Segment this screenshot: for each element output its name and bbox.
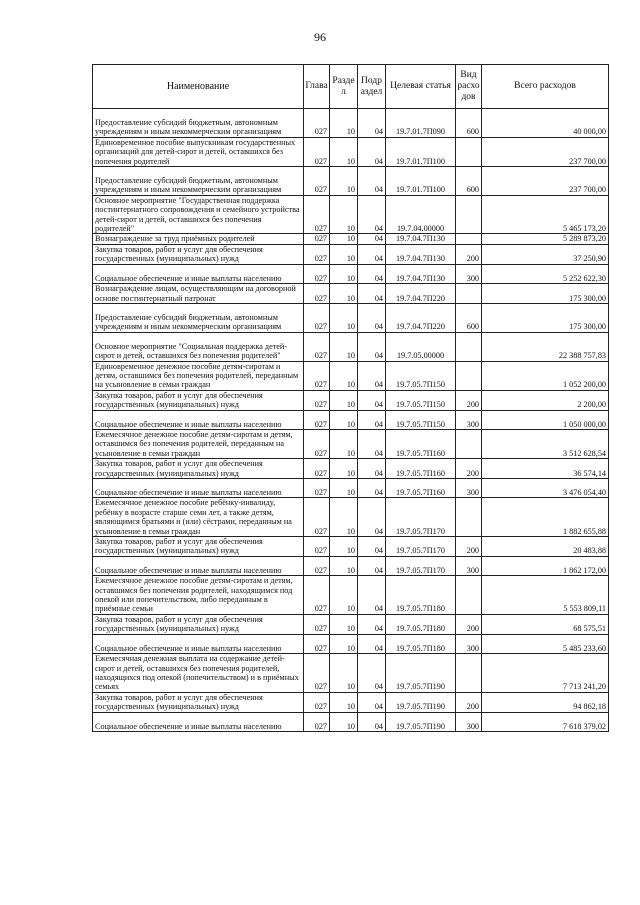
table-row bbox=[93, 137, 609, 166]
cell-target: 19.7.05.7П180 bbox=[386, 576, 456, 615]
cell-target: 19.7.05.7П190 bbox=[386, 692, 456, 712]
cell-type bbox=[456, 137, 482, 166]
cell-type bbox=[456, 576, 482, 615]
table-row bbox=[93, 537, 609, 557]
table-row bbox=[93, 410, 609, 429]
cell-name: Закупка товаров, работ и услуг для обеспечения государственных (муниципальных) нужд bbox=[93, 537, 304, 557]
table-row bbox=[93, 712, 609, 731]
cell-section: 10 bbox=[330, 195, 358, 234]
cell-section: 10 bbox=[330, 576, 358, 615]
cell-chapter: 027 bbox=[304, 332, 330, 361]
cell-type: 600 bbox=[456, 109, 482, 138]
cell-chapter: 027 bbox=[304, 410, 330, 429]
cell-section: 10 bbox=[330, 284, 358, 304]
cell-subsection: 04 bbox=[358, 284, 386, 304]
header-name: Наименование bbox=[93, 65, 304, 109]
cell-type: 200 bbox=[456, 537, 482, 557]
cell-section: 10 bbox=[330, 479, 358, 498]
table-row bbox=[93, 498, 609, 537]
cell-section: 10 bbox=[330, 556, 358, 575]
cell-type: 300 bbox=[456, 712, 482, 731]
cell-type: 300 bbox=[456, 556, 482, 575]
cell-type: 600 bbox=[456, 167, 482, 196]
cell-name: Социальное обеспечение и иные выплаты населению bbox=[93, 556, 304, 575]
cell-target: 19.7.05.7П150 bbox=[386, 410, 456, 429]
header-total: Всего расходов bbox=[482, 65, 609, 109]
cell-total: 175 300,00 bbox=[482, 303, 609, 332]
cell-section: 10 bbox=[330, 459, 358, 479]
cell-target: 19.7.01.7П090 bbox=[386, 109, 456, 138]
cell-name: Закупка товаров, работ и услуг для обеспечения государственных (муниципальных) нужд bbox=[93, 390, 304, 410]
cell-type: 300 bbox=[456, 410, 482, 429]
cell-subsection: 04 bbox=[358, 654, 386, 693]
table-row bbox=[93, 459, 609, 479]
cell-section: 10 bbox=[330, 109, 358, 138]
cell-subsection: 04 bbox=[358, 361, 386, 390]
cell-chapter: 027 bbox=[304, 479, 330, 498]
table-row bbox=[93, 361, 609, 390]
table-row bbox=[93, 303, 609, 332]
cell-target: 19.7.05.7П160 bbox=[386, 459, 456, 479]
cell-subsection: 04 bbox=[358, 692, 386, 712]
cell-section: 10 bbox=[330, 167, 358, 196]
cell-target: 19.7.04.7П130 bbox=[386, 264, 456, 283]
cell-target: 19.7.05.7П150 bbox=[386, 390, 456, 410]
cell-name: Предоставление субсидий бюджетным, автономным учреждениям и иным некоммерческим организациям bbox=[93, 303, 304, 332]
page-number: 96 bbox=[314, 30, 326, 44]
table-row bbox=[93, 167, 609, 196]
cell-chapter: 027 bbox=[304, 109, 330, 138]
cell-target: 19.7.05.7П150 bbox=[386, 361, 456, 390]
cell-target: 19.7.01.7П100 bbox=[386, 167, 456, 196]
cell-name: Ежемесячное денежное пособие детям-сиротам и детям, оставшимся без попечения родителей, находящимся под опекой или попечительством, либо переданным в приёмные семьи bbox=[93, 576, 304, 615]
cell-name: Единовременное пособие выпускникам государственных организаций для детей-сирот и детей, оставшихся без попечения родителей bbox=[93, 137, 304, 166]
table-row bbox=[93, 692, 609, 712]
cell-name: Единовременное денежное пособие детям-сиротам и детям, оставшимся без попечения родителей, переданным на усыновление в семьи граждан bbox=[93, 361, 304, 390]
cell-total: 7 713 241,20 bbox=[482, 654, 609, 693]
cell-total: 3 512 628,54 bbox=[482, 429, 609, 458]
cell-target: 19.7.05.7П190 bbox=[386, 654, 456, 693]
table-row bbox=[93, 634, 609, 653]
cell-total: 1 052 200,00 bbox=[482, 361, 609, 390]
cell-total: 1 882 655,88 bbox=[482, 498, 609, 537]
cell-total: 20 483,88 bbox=[482, 537, 609, 557]
cell-subsection: 04 bbox=[358, 195, 386, 234]
cell-name: Ежемесячная денежная выплата на содержание детей-сирот и детей, оставшихся без попечения родителей, находящихся под опекой (попечительством) и в приёмных семьях bbox=[93, 654, 304, 693]
cell-chapter: 027 bbox=[304, 284, 330, 304]
cell-subsection: 04 bbox=[358, 614, 386, 634]
cell-name: Социальное обеспечение и иные выплаты населению bbox=[93, 634, 304, 653]
cell-section: 10 bbox=[330, 498, 358, 537]
cell-chapter: 027 bbox=[304, 167, 330, 196]
cell-chapter: 027 bbox=[304, 234, 330, 244]
table-row bbox=[93, 429, 609, 458]
cell-section: 10 bbox=[330, 712, 358, 731]
cell-subsection: 04 bbox=[358, 234, 386, 244]
cell-chapter: 027 bbox=[304, 264, 330, 283]
cell-type: 200 bbox=[456, 614, 482, 634]
cell-chapter: 027 bbox=[304, 712, 330, 731]
table-row bbox=[93, 390, 609, 410]
header-type: Вид расхо дов bbox=[456, 65, 482, 109]
cell-section: 10 bbox=[330, 303, 358, 332]
cell-section: 10 bbox=[330, 137, 358, 166]
cell-chapter: 027 bbox=[304, 634, 330, 653]
cell-name: Социальное обеспечение и иные выплаты населению bbox=[93, 264, 304, 283]
cell-subsection: 04 bbox=[358, 459, 386, 479]
cell-subsection: 04 bbox=[358, 109, 386, 138]
cell-chapter: 027 bbox=[304, 498, 330, 537]
cell-subsection: 04 bbox=[358, 537, 386, 557]
header-row bbox=[93, 65, 609, 109]
cell-total: 1 862 172,00 bbox=[482, 556, 609, 575]
cell-name: Ежемесячное денежное пособие ребёнку-инвалиду, ребёнку в возрасте старше семи лет, а также детям, являющимся братьями и (или) сёстрами, переданным на усыновление в семьи граждан bbox=[93, 498, 304, 537]
cell-section: 10 bbox=[330, 264, 358, 283]
header-target: Целевая статья bbox=[386, 65, 456, 109]
header-subsection: Подр аздел bbox=[358, 65, 386, 109]
cell-name: Социальное обеспечение и иные выплаты населению bbox=[93, 712, 304, 731]
cell-total: 36 574,14 bbox=[482, 459, 609, 479]
cell-chapter: 027 bbox=[304, 195, 330, 234]
cell-subsection: 04 bbox=[358, 498, 386, 537]
cell-total: 3 476 054,40 bbox=[482, 479, 609, 498]
cell-total: 237 700,00 bbox=[482, 167, 609, 196]
cell-subsection: 04 bbox=[358, 264, 386, 283]
cell-section: 10 bbox=[330, 429, 358, 458]
cell-subsection: 04 bbox=[358, 332, 386, 361]
cell-subsection: 04 bbox=[358, 634, 386, 653]
cell-total: 5 465 173,20 bbox=[482, 195, 609, 234]
cell-chapter: 027 bbox=[304, 137, 330, 166]
cell-type bbox=[456, 429, 482, 458]
cell-target: 19.7.04.7П130 bbox=[386, 234, 456, 244]
cell-chapter: 027 bbox=[304, 556, 330, 575]
cell-total: 94 862,18 bbox=[482, 692, 609, 712]
cell-target: 19.7.05.7П160 bbox=[386, 479, 456, 498]
cell-target: 19.7.05.7П160 bbox=[386, 429, 456, 458]
cell-type: 200 bbox=[456, 459, 482, 479]
cell-total: 5 289 873,20 bbox=[482, 234, 609, 244]
cell-total: 37 250,90 bbox=[482, 244, 609, 264]
cell-total: 1 050 000,00 bbox=[482, 410, 609, 429]
cell-subsection: 04 bbox=[358, 410, 386, 429]
cell-section: 10 bbox=[330, 410, 358, 429]
cell-chapter: 027 bbox=[304, 429, 330, 458]
table-row bbox=[93, 479, 609, 498]
cell-chapter: 027 bbox=[304, 361, 330, 390]
cell-section: 10 bbox=[330, 332, 358, 361]
cell-type: 300 bbox=[456, 264, 482, 283]
cell-total: 237 700,00 bbox=[482, 137, 609, 166]
cell-chapter: 027 bbox=[304, 654, 330, 693]
cell-section: 10 bbox=[330, 654, 358, 693]
table-row bbox=[93, 654, 609, 693]
cell-type bbox=[456, 284, 482, 304]
cell-name: Закупка товаров, работ и услуг для обеспечения государственных (муниципальных) нужд bbox=[93, 244, 304, 264]
cell-subsection: 04 bbox=[358, 479, 386, 498]
cell-chapter: 027 bbox=[304, 303, 330, 332]
table-row bbox=[93, 614, 609, 634]
cell-total: 7 618 379,02 bbox=[482, 712, 609, 731]
cell-subsection: 04 bbox=[358, 712, 386, 731]
cell-name: Закупка товаров, работ и услуг для обеспечения государственных (муниципальных) нужд bbox=[93, 692, 304, 712]
cell-chapter: 027 bbox=[304, 692, 330, 712]
cell-chapter: 027 bbox=[304, 614, 330, 634]
cell-type: 300 bbox=[456, 634, 482, 653]
table-row bbox=[93, 264, 609, 283]
cell-target: 19.7.04.7П220 bbox=[386, 303, 456, 332]
cell-section: 10 bbox=[330, 390, 358, 410]
table-row bbox=[93, 234, 609, 244]
cell-name: Предоставление субсидий бюджетным, автономным учреждениям и иным некоммерческим организациям bbox=[93, 109, 304, 138]
table-row bbox=[93, 284, 609, 304]
cell-section: 10 bbox=[330, 692, 358, 712]
cell-name: Социальное обеспечение и иные выплаты населению bbox=[93, 479, 304, 498]
cell-target: 19.7.04.7П220 bbox=[386, 284, 456, 304]
cell-name: Социальное обеспечение и иные выплаты населению bbox=[93, 410, 304, 429]
cell-total: 5 553 809,11 bbox=[482, 576, 609, 615]
cell-name: Вознаграждение за труд приёмных родителей bbox=[93, 234, 304, 244]
header-section: Разде л bbox=[330, 65, 358, 109]
cell-name: Основное мероприятие "Государственная поддержка постинтернатного сопровождения и семейного устройства детей-сирот и детей, оставшихся без попечения родителей" bbox=[93, 195, 304, 234]
header-chapter: Глава bbox=[304, 65, 330, 109]
table-row bbox=[93, 109, 609, 138]
cell-target: 19.7.05.7П190 bbox=[386, 712, 456, 731]
cell-total: 175 300,00 bbox=[482, 284, 609, 304]
cell-target: 19.7.05.7П180 bbox=[386, 634, 456, 653]
cell-name: Вознаграждение лицам, осуществляющим на договорной основе постинтернатный патронат bbox=[93, 284, 304, 304]
cell-name: Основное мероприятие "Социальная поддержка детей-сирот и детей, оставшихся без попечения родителей" bbox=[93, 332, 304, 361]
cell-section: 10 bbox=[330, 537, 358, 557]
cell-subsection: 04 bbox=[358, 244, 386, 264]
cell-chapter: 027 bbox=[304, 244, 330, 264]
cell-section: 10 bbox=[330, 361, 358, 390]
cell-name: Закупка товаров, работ и услуг для обеспечения государственных (муниципальных) нужд bbox=[93, 614, 304, 634]
cell-type: 200 bbox=[456, 390, 482, 410]
table-row bbox=[93, 244, 609, 264]
cell-total: 5 485 233,60 bbox=[482, 634, 609, 653]
cell-target: 19.7.01.7П100 bbox=[386, 137, 456, 166]
cell-chapter: 027 bbox=[304, 537, 330, 557]
cell-type bbox=[456, 654, 482, 693]
cell-total: 68 575,51 bbox=[482, 614, 609, 634]
cell-total: 2 200,00 bbox=[482, 390, 609, 410]
cell-chapter: 027 bbox=[304, 459, 330, 479]
cell-section: 10 bbox=[330, 244, 358, 264]
cell-target: 19.7.04.7П130 bbox=[386, 244, 456, 264]
cell-subsection: 04 bbox=[358, 429, 386, 458]
cell-type: 200 bbox=[456, 244, 482, 264]
table-row bbox=[93, 195, 609, 234]
cell-total: 40 000,00 bbox=[482, 109, 609, 138]
cell-type: 600 bbox=[456, 303, 482, 332]
cell-target: 19.7.04.00000 bbox=[386, 195, 456, 234]
cell-chapter: 027 bbox=[304, 576, 330, 615]
cell-section: 10 bbox=[330, 234, 358, 244]
cell-subsection: 04 bbox=[358, 167, 386, 196]
cell-target: 19.7.05.7П170 bbox=[386, 498, 456, 537]
table-row bbox=[93, 576, 609, 615]
cell-total: 5 252 622,30 bbox=[482, 264, 609, 283]
cell-chapter: 027 bbox=[304, 390, 330, 410]
cell-type: 200 bbox=[456, 692, 482, 712]
cell-section: 10 bbox=[330, 634, 358, 653]
table-row bbox=[93, 332, 609, 361]
cell-type: 300 bbox=[456, 479, 482, 498]
cell-subsection: 04 bbox=[358, 556, 386, 575]
cell-name: Ежемесячное денежное пособие детям-сиротам и детям, оставшимся без попечения родителей, переданным на усыновление в семьи граждан bbox=[93, 429, 304, 458]
cell-target: 19.7.05.00000 bbox=[386, 332, 456, 361]
cell-section: 10 bbox=[330, 614, 358, 634]
cell-type bbox=[456, 498, 482, 537]
cell-subsection: 04 bbox=[358, 303, 386, 332]
cell-target: 19.7.05.7П180 bbox=[386, 614, 456, 634]
cell-type bbox=[456, 332, 482, 361]
cell-type bbox=[456, 234, 482, 244]
cell-name: Закупка товаров, работ и услуг для обеспечения государственных (муниципальных) нужд bbox=[93, 459, 304, 479]
table-row bbox=[93, 556, 609, 575]
cell-type bbox=[456, 195, 482, 234]
cell-subsection: 04 bbox=[358, 390, 386, 410]
cell-subsection: 04 bbox=[358, 137, 386, 166]
cell-type bbox=[456, 361, 482, 390]
cell-target: 19.7.05.7П170 bbox=[386, 537, 456, 557]
cell-subsection: 04 bbox=[358, 576, 386, 615]
cell-target: 19.7.05.7П170 bbox=[386, 556, 456, 575]
cell-total: 22 388 757,83 bbox=[482, 332, 609, 361]
cell-name: Предоставление субсидий бюджетным, автономным учреждениям и иным некоммерческим организациям bbox=[93, 167, 304, 196]
budget-table bbox=[92, 64, 609, 732]
